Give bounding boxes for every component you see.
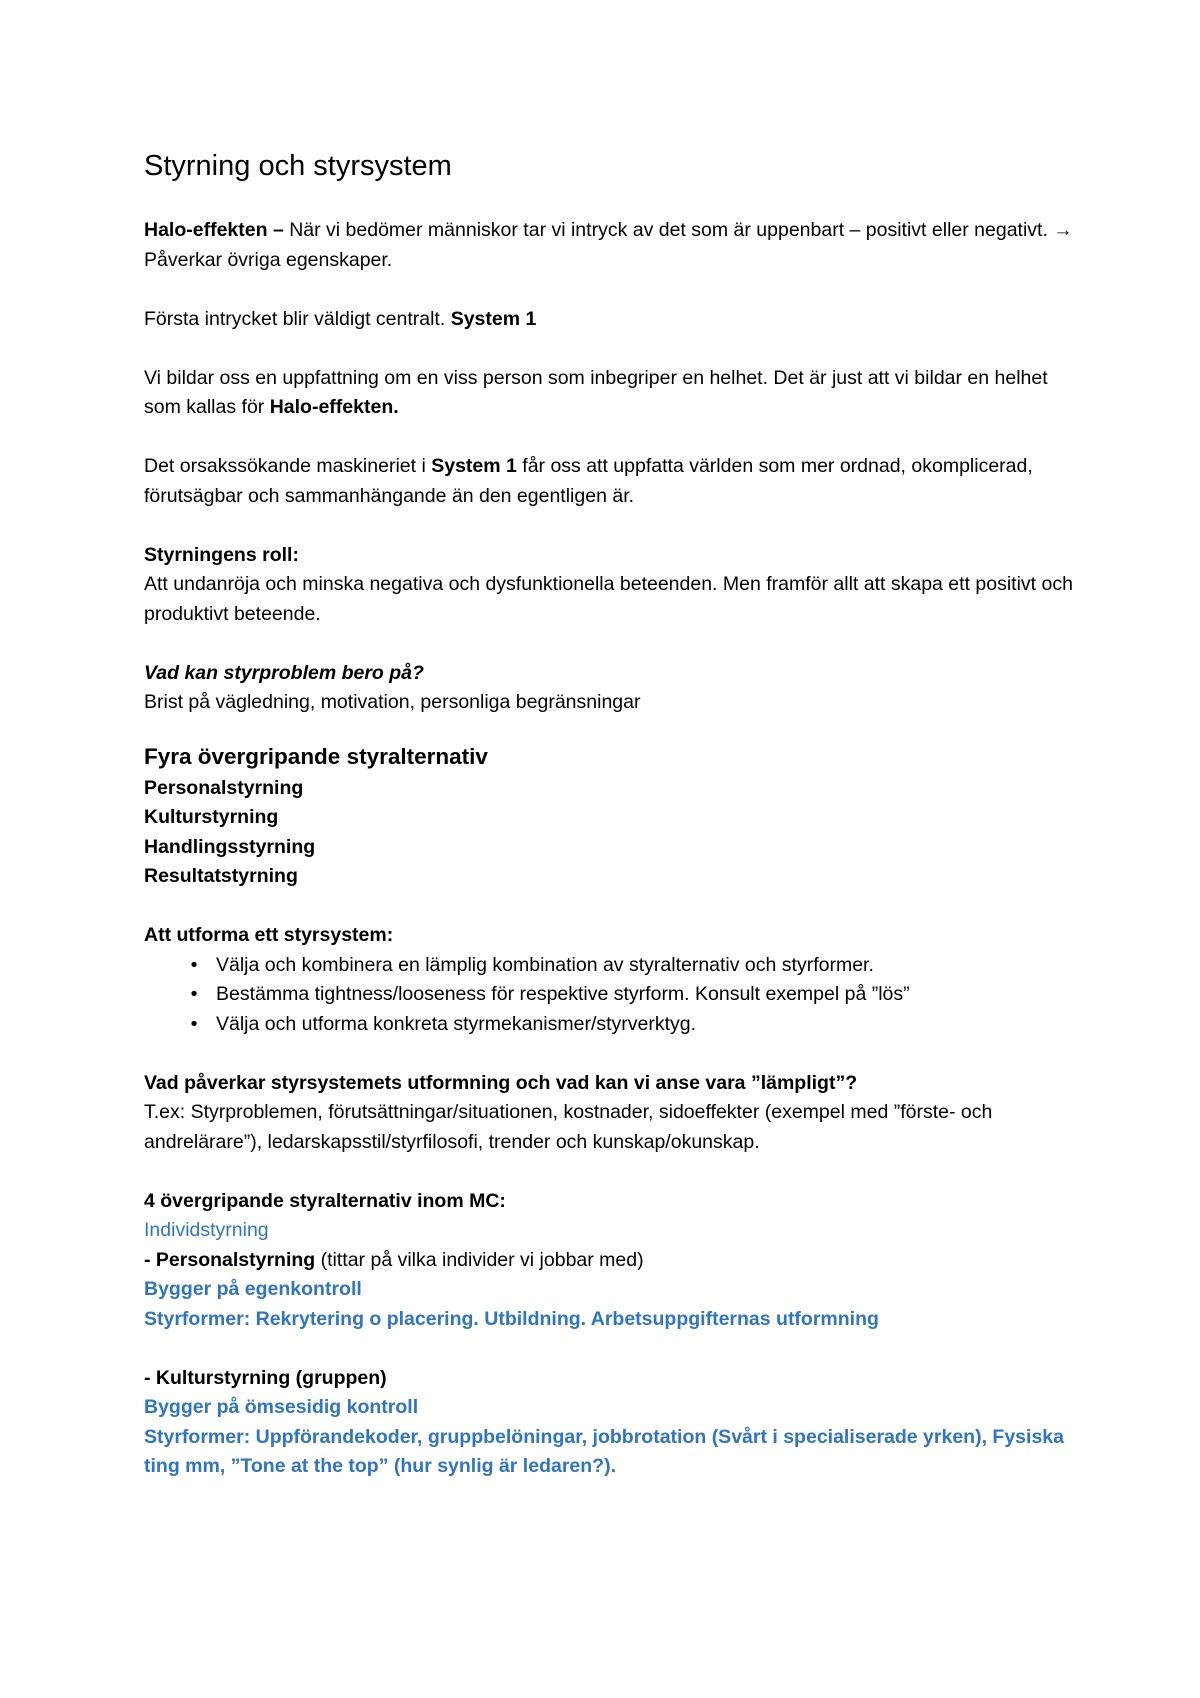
list-item-text: Välja och utforma konkreta styrmekanismer/styrverktyg.	[216, 1012, 697, 1035]
fyra-item	[144, 774, 1074, 804]
fyra-item-resultat: Resultatstyrning	[144, 865, 298, 887]
halo-term: Halo-effekten –	[144, 219, 284, 241]
orsak-paragraph	[144, 452, 1074, 511]
mc-egen-text: Bygger på egenkontroll	[144, 1278, 362, 1300]
fyra-item	[144, 803, 1074, 833]
mc-styrformer-2-text: Styrformer: Uppförandekoder, gruppbelöningar, jobbrotation (Svårt i specialiserade yrken), Fysiska ting mm, ”Tone at the top” (hur synlig är ledaren?).	[144, 1425, 1064, 1477]
roll-text: Att undanröja och minska negativa och dysfunktionella beteenden. Men framför allt att skapa ett positivt och produktivt beteende.	[144, 573, 1073, 625]
mc-kultur	[144, 1364, 1074, 1394]
list-item	[184, 1010, 1074, 1040]
problem-heading-text: Vad kan styrproblem bero på?	[144, 661, 424, 684]
utforma-heading	[144, 921, 1074, 951]
list-item	[184, 980, 1074, 1010]
arrow-icon: →	[1053, 219, 1073, 241]
bildar-bold: Halo-effekten.	[269, 396, 399, 418]
mc-individ: Individstyrning	[144, 1219, 269, 1241]
utforma-heading-text: Att utforma ett styrsystem:	[144, 924, 394, 946]
paverkar-heading-text: Vad påverkar styrsystemets utformning och vad kan vi anse vara ”lämpligt”?	[144, 1071, 858, 1094]
mc-personal	[144, 1246, 1074, 1276]
orsak-text: Det orsakssökande maskineriet i	[144, 455, 432, 477]
fyra-item	[144, 862, 1074, 892]
paverkar-heading	[144, 1069, 1074, 1099]
bullet-icon: •	[190, 1012, 198, 1035]
problem-heading	[144, 659, 1074, 689]
halo-text: När vi bedömer människor tar vi intryck av det som är uppenbart – positivt eller negativt.	[283, 219, 1054, 241]
mc-omsesidig-text: Bygger på ömsesidig kontroll	[144, 1396, 419, 1418]
list-item-text: Välja och kombinera en lämplig kombination av styralternativ och styrformer.	[216, 953, 874, 976]
roll-heading	[144, 541, 1074, 571]
bullet-icon: •	[190, 953, 198, 976]
forsta-bold: System 1	[450, 307, 537, 330]
paverkar-text: T.ex: Styrproblemen, förutsättningar/situationen, kostnader, sidoeffekter (exempel med ”förste- och andrelärare”), ledarskapsstil/styrfilosofi, trender och kunskap/okunskap.	[144, 1101, 993, 1153]
forsta-text: Första intrycket blir väldigt centralt.	[144, 307, 451, 330]
mc-personal-bold: - Personalstyrning	[144, 1248, 316, 1271]
mc-egen	[144, 1275, 1074, 1305]
document-body	[144, 146, 1074, 1482]
utforma-list	[144, 951, 1074, 1040]
bullet-icon: •	[190, 983, 198, 1005]
fyra-item-handling: Handlingsstyrning	[144, 835, 316, 858]
bildar-text: Vi bildar oss en uppfattning om en viss person som inbegriper en helhet. Det är just att vi bildar en helhet som kallas för	[144, 366, 1048, 418]
mc-kultur-text: - Kulturstyrning (gruppen)	[144, 1366, 387, 1389]
mc-styrformer-1-text: Styrformer: Rekrytering o placering. Utbildning. Arbetsuppgifternas utformning	[144, 1307, 879, 1330]
page-title: Styrning och styrsystem	[144, 150, 452, 182]
mc-omsesidig	[144, 1393, 1074, 1423]
orsak-text-2: får oss att uppfatta världen som mer ordnad, okomplicerad, förutsägbar och sammanhängande än den egentligen är.	[144, 455, 1033, 507]
bildar-paragraph	[144, 364, 1074, 423]
orsak-bold: System 1	[431, 455, 517, 477]
roll-heading-text: Styrningens roll:	[144, 543, 299, 566]
mc-personal-rest: (tittar på vilka individer vi jobbar med)	[315, 1248, 644, 1271]
mc-heading	[144, 1187, 1074, 1217]
fyra-item-personal: Personalstyrning	[144, 776, 304, 799]
list-item-text: Bestämma tightness/looseness för respektive styrform. Konsult exempel på ”lös”	[216, 983, 910, 1005]
fyra-item-kultur: Kulturstyrning	[144, 806, 279, 828]
halo-paragraph	[144, 216, 1074, 275]
fyra-item	[144, 833, 1074, 863]
mc-styrformer-2	[144, 1423, 1074, 1482]
mc-styrformer-1	[144, 1305, 1074, 1335]
problem-text: Brist på vägledning, motivation, personliga begränsningar	[144, 691, 641, 713]
mc-heading-text: 4 övergripande styralternativ inom MC:	[144, 1189, 506, 1212]
forsta-paragraph	[144, 305, 1074, 335]
halo-text-2: Påverkar övriga egenskaper.	[144, 248, 393, 271]
list-item	[184, 951, 1074, 981]
fyra-heading: Fyra övergripande styralternativ	[144, 743, 488, 769]
